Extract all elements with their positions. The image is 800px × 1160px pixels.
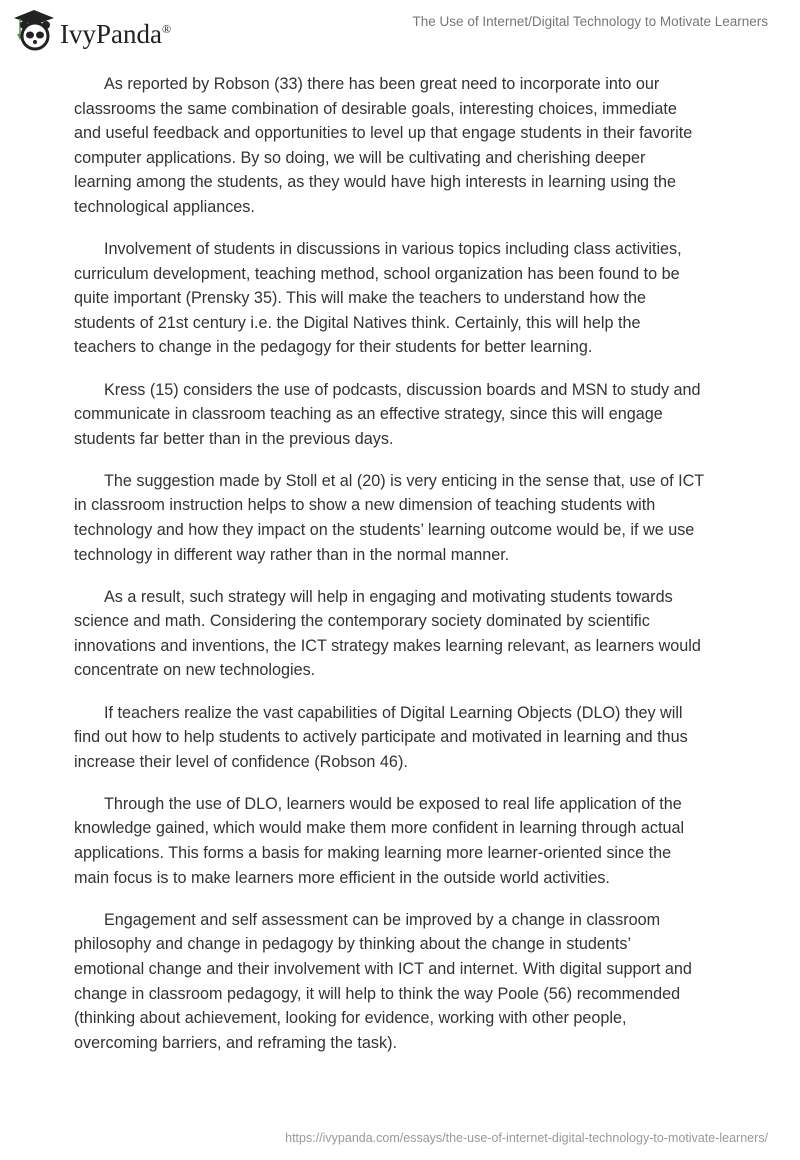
text-line: increase their level of confidence (Robson 46). [74, 752, 408, 771]
source-url[interactable]: https://ivypanda.com/essays/the-use-of-internet-digital-technology-to-motivate-learners/ [285, 1131, 768, 1145]
ivypanda-logo[interactable] [12, 8, 171, 52]
essay-body [74, 72, 774, 1073]
text-line: concentrate on new technologies. [74, 661, 316, 680]
paragraph [74, 469, 774, 567]
registered-mark: ® [161, 21, 172, 36]
text-line: technology and how they impact on the students’ learning outcome would be, if we use [74, 521, 695, 539]
text-line: emotional change and their involvement with ICT and internet. With digital support and [74, 959, 692, 978]
text-line: teachers to change in the pedagogy for their students for better learning. [74, 338, 593, 357]
text-line: applications. This forms a basis for making learning more learner-oriented since the [74, 844, 672, 863]
paragraph [74, 585, 774, 683]
text-line: technological appliances. [74, 197, 255, 216]
paragraph [74, 237, 774, 360]
text-line: science and math. Considering the contemporary society dominated by scientific [74, 612, 650, 631]
text-line: As a result, such strategy will help in engaging and motivating students towards [104, 587, 673, 606]
paragraph [74, 701, 774, 775]
text-line: Engagement and self assessment can be improved by a change in classroom [104, 910, 661, 929]
paragraph [74, 792, 774, 890]
text-line: and useful feedback and opportunities to level up that engage students in their favorite [74, 124, 693, 143]
logo-name: IvyPanda [60, 18, 162, 49]
panda-logo-icon [12, 8, 56, 52]
text-line: The suggestion made by Stoll et al (20) is very enticing in the sense that, use of ICT [104, 471, 705, 490]
text-line: in classroom instruction helps to show a new dimension of teaching students with [74, 496, 656, 515]
text-line: communicate in classroom teaching as an effective strategy, since this will engage [74, 405, 663, 424]
paragraph [74, 72, 774, 220]
text-line: philosophy and change in pedagogy by thinking about the change in students’ [74, 935, 632, 954]
page-header [0, 0, 800, 60]
text-line: change in classroom pedagogy, it will help to think the way Poole (56) recommended [74, 984, 681, 1003]
text-line: classrooms the same combination of desirable goals, interesting choices, immediate [74, 99, 677, 118]
paragraph [74, 378, 774, 452]
text-line: Through the use of DLO, learners would be exposed to real life application of the [104, 794, 682, 813]
text-line: knowledge gained, which would make them more confident in learning through actual [74, 819, 685, 838]
text-line: (thinking about achievement, looking for evidence, working with other people, [74, 1009, 627, 1028]
text-line: main focus is to make learners more efficient in the outside world activities. [74, 868, 610, 887]
text-line: learning among the students, as they would have high interests in learning using the [74, 173, 677, 192]
text-line: curriculum development, teaching method, school organization has been found to be [74, 264, 680, 283]
paragraph [74, 908, 774, 1056]
text-line: overcoming barriers, and reframing the task). [74, 1033, 397, 1052]
document-title: The Use of Internet/Digital Technology to Motivate Learners [412, 14, 768, 29]
text-line: find out how to help students to actively participate and motivated in learning and thus [74, 728, 688, 747]
logo-text [60, 19, 171, 50]
text-line: If teachers realize the vast capabilities of Digital Learning Objects (DLO) they will [104, 703, 683, 722]
text-line: innovations and inventions, the ICT strategy makes learning relevant, as learners would [74, 636, 701, 655]
text-line: students of 21st century i.e. the Digital Natives think. Certainly, this will help the [74, 313, 641, 332]
text-line: Involvement of students in discussions in various topics including class activities, [104, 240, 682, 259]
text-line: As reported by Robson (33) there has been great need to incorporate into our [104, 75, 660, 93]
text-line: students far better than in the previous days. [74, 429, 394, 448]
text-line: quite important (Prensky 35). This will make the teachers to understand how the [74, 289, 646, 308]
text-line: computer applications. By so doing, we will be cultivating and cherishing deeper [74, 148, 646, 167]
text-line: Kress (15) considers the use of podcasts, discussion boards and MSN to study and [104, 380, 701, 399]
text-line: technology in different way rather than in the normal manner. [74, 545, 510, 564]
